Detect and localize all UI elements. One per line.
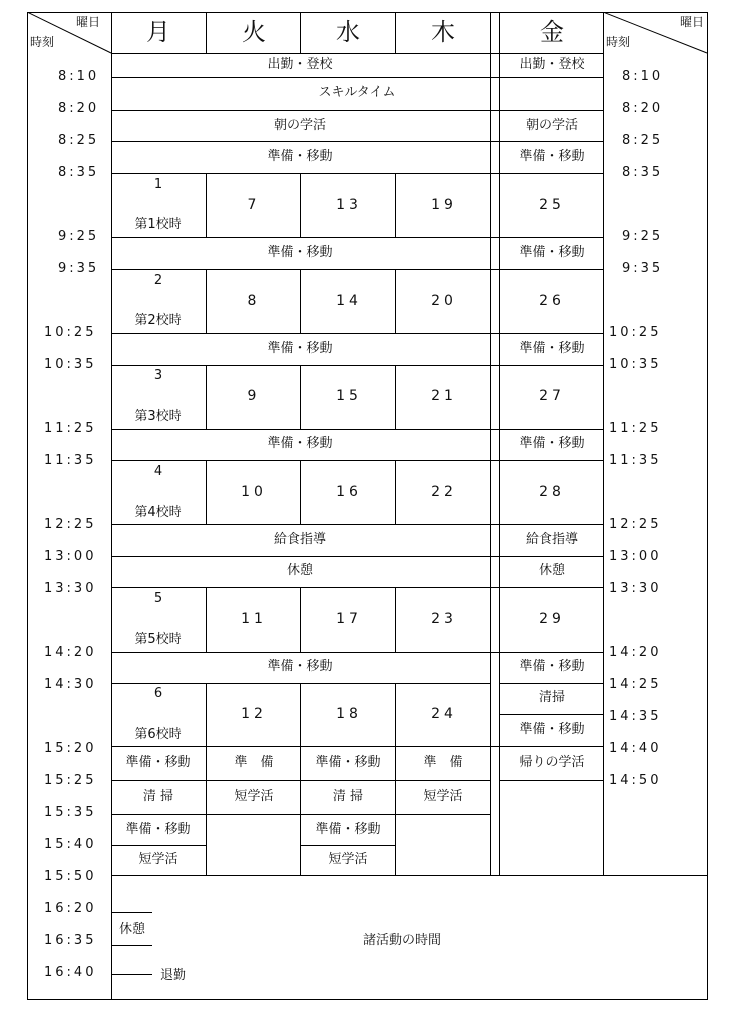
corner-time-right: 時刻 — [606, 35, 631, 49]
period-5-lines — [395, 587, 396, 652]
period-number: 2 — [153, 273, 163, 288]
header-bottom — [111, 53, 604, 54]
band-morning: 朝の学活 — [273, 118, 327, 133]
border-bottom — [27, 999, 708, 1000]
time-right: 9:35 — [622, 261, 664, 276]
time-left: 16:40 — [44, 965, 97, 980]
period-6-lines — [395, 683, 396, 875]
after-thu-homeroom: 短学活 — [423, 789, 463, 804]
lesson-cell: 22 — [431, 484, 457, 500]
time-right: 11:35 — [609, 453, 662, 468]
period-3-lines — [395, 365, 396, 429]
band-arrival: 出勤・登校 — [267, 57, 333, 72]
period-1-lines — [206, 173, 207, 237]
lesson-cell: 16 — [336, 484, 362, 500]
row-line — [111, 845, 207, 846]
time-left: 10:35 — [44, 357, 97, 372]
period-6-lines — [300, 683, 301, 875]
row-line — [111, 875, 708, 876]
band-prep: 準備・移動 — [267, 245, 333, 260]
row-line — [111, 587, 604, 588]
fri-lesson-cell: 28 — [539, 484, 565, 500]
row-line — [499, 714, 604, 715]
time-right: 14:25 — [609, 677, 662, 692]
lesson-cell: 23 — [431, 611, 457, 627]
time-left: 15:25 — [44, 773, 97, 788]
time-right: 14:50 — [609, 773, 662, 788]
fri-cleaning: 清掃 — [538, 690, 566, 705]
period-label: 第2校時 — [134, 313, 182, 328]
row-line — [111, 524, 604, 525]
row-line — [111, 365, 604, 366]
lesson-cell: 24 — [431, 706, 457, 722]
time-right: 12:25 — [609, 517, 662, 532]
period-1-lines — [395, 173, 396, 237]
period-4-lines — [300, 460, 301, 524]
period-6-lines — [206, 683, 207, 875]
band-prep: 準備・移動 — [267, 149, 333, 164]
time-left: 15:50 — [44, 869, 97, 884]
day-fri: 金 — [540, 18, 564, 46]
lesson-cell: 11 — [241, 611, 267, 627]
period-4-lines — [206, 460, 207, 524]
rest-line-bottom — [111, 945, 152, 946]
lesson-cell: 14 — [336, 293, 362, 309]
fri-morning: 朝の学活 — [525, 118, 579, 133]
time-right: 14:35 — [609, 709, 662, 724]
time-left: 15:40 — [44, 837, 97, 852]
after-mon-prep-2: 準備・移動 — [125, 822, 191, 837]
period-5-lines — [300, 587, 301, 652]
fri-arrival: 出勤・登校 — [519, 57, 585, 72]
divider-time-col — [111, 12, 112, 1000]
period-1-lines — [300, 173, 301, 237]
lesson-cell: 17 — [336, 611, 362, 627]
fri-prep: 準備・移動 — [519, 245, 585, 260]
time-right: 13:00 — [609, 549, 662, 564]
time-left: 15:35 — [44, 805, 97, 820]
fri-homeroom: 帰りの学活 — [519, 755, 585, 770]
time-left: 16:20 — [44, 901, 97, 916]
time-left: 10:25 — [44, 325, 97, 340]
time-right: 11:25 — [609, 421, 662, 436]
time-right: 14:20 — [609, 645, 662, 660]
time-left: 8:20 — [58, 101, 100, 116]
lesson-cell: 8 — [247, 293, 261, 309]
divider-wed-thu — [395, 12, 396, 53]
row-line — [111, 556, 604, 557]
time-left: 12:25 — [44, 517, 97, 532]
fri-prep: 準備・移動 — [519, 436, 585, 451]
divider-mon-tue — [206, 12, 207, 53]
time-left: 9:25 — [58, 229, 100, 244]
band-prep: 準備・移動 — [267, 341, 333, 356]
period-3-lines — [206, 365, 207, 429]
day-thu: 木 — [431, 18, 455, 46]
period-label: 第4校時 — [134, 505, 182, 520]
row-line — [111, 173, 604, 174]
row-line — [111, 269, 604, 270]
border-left — [27, 12, 28, 1000]
time-right: 13:30 — [609, 581, 662, 596]
after-tue-prep: 準 備 — [234, 755, 274, 770]
lesson-cell: 21 — [431, 388, 457, 404]
time-right: 8:20 — [622, 101, 664, 116]
time-right: 8:25 — [622, 133, 664, 148]
leave-line — [111, 974, 152, 975]
time-right: 8:10 — [622, 69, 664, 84]
time-left: 16:35 — [44, 933, 97, 948]
time-left: 11:35 — [44, 453, 97, 468]
lesson-cell: 20 — [431, 293, 457, 309]
fri-prep: 準備・移動 — [519, 149, 585, 164]
time-left: 11:25 — [44, 421, 97, 436]
period-number: 3 — [153, 368, 163, 383]
fri-prep: 準備・移動 — [519, 659, 585, 674]
after-mon-prep: 準備・移動 — [125, 755, 191, 770]
row-line — [111, 77, 604, 78]
after-wed-prep: 準備・移動 — [315, 755, 381, 770]
time-left: 13:30 — [44, 581, 97, 596]
time-left: 14:20 — [44, 645, 97, 660]
fri-lesson-cell: 26 — [539, 293, 565, 309]
band-rest: 休憩 — [286, 563, 314, 578]
time-left: 8:10 — [58, 69, 100, 84]
row-line — [111, 780, 491, 781]
period-label: 第1校時 — [134, 217, 182, 232]
lesson-cell: 7 — [247, 197, 261, 213]
after-wed-clean: 清 掃 — [332, 789, 364, 804]
lesson-cell: 12 — [241, 706, 267, 722]
fri-rest: 休憩 — [538, 563, 566, 578]
row-line — [111, 814, 491, 815]
band-prep: 準備・移動 — [267, 436, 333, 451]
fri-prep: 準備・移動 — [519, 722, 585, 737]
row-line — [111, 333, 604, 334]
day-mon: 月 — [146, 18, 170, 46]
after-wed-prep-2: 準備・移動 — [315, 822, 381, 837]
band-skill-time: スキルタイム — [318, 85, 396, 100]
fri-lunch: 給食指導 — [525, 532, 579, 547]
evening-rest: 休憩 — [119, 922, 146, 937]
lesson-cell: 10 — [241, 484, 267, 500]
divider-tue-wed — [300, 12, 301, 53]
row-line — [111, 429, 604, 430]
time-right: 9:25 — [622, 229, 664, 244]
period-2-lines — [395, 269, 396, 333]
corner-time-left: 時刻 — [30, 35, 55, 49]
period-2-lines — [300, 269, 301, 333]
after-mon-homeroom: 短学活 — [138, 852, 178, 867]
corner-day-right: 曜日 — [680, 15, 705, 29]
lesson-cell: 18 — [336, 706, 362, 722]
after-mon-clean: 清 掃 — [142, 789, 174, 804]
leave-work: 退勤 — [160, 968, 187, 983]
time-right: 8:35 — [622, 165, 664, 180]
row-line — [499, 683, 604, 684]
fri-lesson-cell: 29 — [539, 611, 565, 627]
period-label: 第5校時 — [134, 632, 182, 647]
time-left: 13:00 — [44, 549, 97, 564]
period-2-lines — [206, 269, 207, 333]
band-prep: 準備・移動 — [267, 659, 333, 674]
row-line — [111, 141, 604, 142]
period-label: 第3校時 — [134, 409, 182, 424]
row-line — [111, 652, 604, 653]
row-line — [111, 683, 491, 684]
after-wed-homeroom: 短学活 — [328, 852, 368, 867]
period-label: 第6校時 — [134, 727, 182, 742]
time-left: 14:30 — [44, 677, 97, 692]
period-4-lines — [395, 460, 396, 524]
row-line — [111, 237, 604, 238]
time-left: 8:35 — [58, 165, 100, 180]
period-5-lines — [206, 587, 207, 652]
fri-lesson-cell: 25 — [539, 197, 565, 213]
time-left: 15:20 — [44, 741, 97, 756]
day-wed: 水 — [336, 18, 360, 46]
row-line — [111, 460, 604, 461]
time-right: 10:35 — [609, 357, 662, 372]
club-activity-time: 諸活動の時間 — [362, 933, 442, 948]
border-right — [707, 12, 708, 1000]
day-tue: 火 — [242, 18, 266, 46]
row-line — [300, 845, 396, 846]
after-thu-prep: 準 備 — [423, 755, 463, 770]
rest-line-top — [111, 912, 152, 913]
period-number: 4 — [153, 464, 163, 479]
band-lunch: 給食指導 — [273, 532, 327, 547]
corner-day-left: 曜日 — [76, 15, 101, 29]
time-left: 9:35 — [58, 261, 100, 276]
time-left: 8:25 — [58, 133, 100, 148]
period-number: 5 — [153, 591, 163, 606]
lesson-cell: 13 — [336, 197, 362, 213]
lesson-cell: 15 — [336, 388, 362, 404]
row-line — [111, 746, 604, 747]
row-line — [499, 780, 604, 781]
period-number: 1 — [153, 177, 163, 192]
lesson-cell: 9 — [247, 388, 261, 404]
time-right: 14:40 — [609, 741, 662, 756]
time-right: 10:25 — [609, 325, 662, 340]
lesson-cell: 19 — [431, 197, 457, 213]
period-number: 6 — [153, 686, 163, 701]
fri-prep: 準備・移動 — [519, 341, 585, 356]
after-tue-homeroom: 短学活 — [234, 789, 274, 804]
period-3-lines — [300, 365, 301, 429]
row-line — [111, 110, 604, 111]
fri-lesson-cell: 27 — [539, 388, 565, 404]
